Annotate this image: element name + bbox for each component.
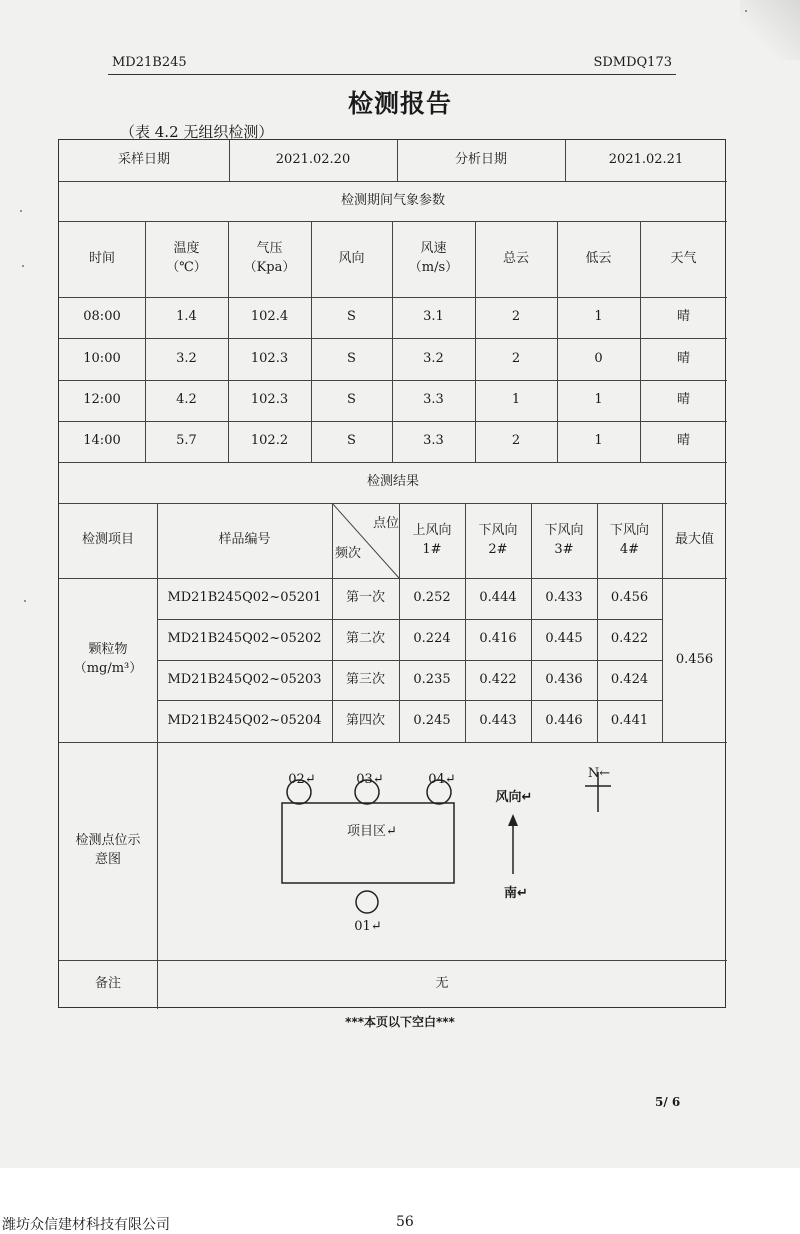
- north-label: N←: [587, 765, 611, 781]
- weather-section-title: 检测期间气象参数: [340, 192, 445, 208]
- weather-cell: 1: [594, 392, 603, 408]
- point-header: 下风向 2#: [478, 522, 518, 557]
- weather-header-cell: 时间: [88, 250, 115, 266]
- weather-cell: 晴: [676, 392, 690, 408]
- table-caption: （表 4.2 无组织检测）: [120, 123, 274, 141]
- weather-cell: 晴: [676, 350, 690, 366]
- weather-cell: 3.2: [176, 350, 197, 366]
- result-value: 0.245: [413, 712, 451, 728]
- south-label: 南↵: [504, 885, 528, 901]
- weather-cell: 14:00: [83, 433, 121, 449]
- point-header: 下风向 4#: [609, 522, 649, 557]
- frequency: 第四次: [345, 712, 385, 728]
- analysis-date-value: 2021.02.21: [608, 152, 684, 168]
- wind-arrow-head: [508, 814, 518, 826]
- result-value: 0.441: [610, 712, 649, 728]
- weather-cell: S: [347, 309, 356, 325]
- sample-id: MD21B245Q02~05201: [167, 590, 322, 606]
- weather-cell: 102.3: [250, 350, 289, 366]
- weather-cell: S: [347, 392, 356, 408]
- project-area-label: 项目区↵: [347, 823, 397, 839]
- report-code-left: MD21B245: [112, 55, 187, 70]
- weather-header-cell: 低云: [585, 250, 612, 266]
- weather-cell: 102.4: [250, 309, 289, 325]
- scan-speck: [22, 265, 24, 267]
- result-value: 0.436: [545, 671, 583, 687]
- weather-cell: 2: [511, 433, 521, 449]
- analysis-date-label: 分析日期: [454, 152, 507, 168]
- weather-cell: 4.2: [176, 392, 197, 408]
- blank-page-note: ***本页以下空白***: [345, 1015, 455, 1029]
- max-header: 最大值: [674, 532, 714, 548]
- point-label-01: 01↵: [354, 918, 382, 934]
- result-value: 0.422: [610, 631, 649, 647]
- page-number: 5/ 6: [655, 1095, 681, 1109]
- weather-header-cell: 温度 （℃）: [166, 241, 207, 275]
- weather-cell: S: [347, 433, 356, 449]
- sample-header: 样品编号: [218, 532, 271, 548]
- scan-speck: [24, 600, 26, 602]
- weather-header-cell: 总云: [502, 250, 529, 266]
- scan-speck: [20, 210, 22, 212]
- result-value: 0.443: [479, 712, 517, 728]
- point-circle-01: [356, 891, 378, 913]
- item-name: 颗粒物 （mg/m³）: [73, 642, 143, 676]
- weather-header-cell: 天气: [670, 250, 697, 266]
- point-label-03: 03↵: [356, 771, 384, 787]
- point-label-04: 04↵: [428, 771, 456, 787]
- weather-header-cell: 风速 （m/s）: [408, 241, 459, 275]
- result-value: 0.424: [610, 671, 649, 687]
- result-value: 0.444: [479, 590, 517, 606]
- point-label-02: 02↵: [288, 771, 316, 787]
- report-table: [58, 139, 726, 1008]
- weather-cell: 1: [511, 392, 521, 408]
- weather-cell: S: [347, 350, 356, 366]
- weather-cell: 3.1: [423, 309, 444, 325]
- wind-direction-label: 风向↵: [495, 789, 533, 805]
- results-section-title: 检测结果: [366, 474, 419, 490]
- header-rule: [108, 74, 676, 75]
- document-page-index: 56: [396, 1214, 414, 1230]
- remark-label: 备注: [94, 976, 121, 992]
- max-value: 0.456: [675, 651, 714, 667]
- sample-date-value: 2021.02.20: [275, 152, 351, 168]
- result-value: 0.445: [545, 631, 583, 647]
- weather-cell: 1: [594, 309, 603, 325]
- weather-cell: 102.2: [250, 433, 289, 449]
- sample-id: MD21B245Q02~05204: [167, 712, 322, 728]
- weather-cell: 0: [594, 350, 603, 366]
- weather-cell: 10:00: [83, 350, 121, 366]
- result-value: 0.416: [479, 631, 517, 647]
- frequency: 第二次: [345, 631, 385, 647]
- weather-cell: 1.4: [176, 309, 197, 325]
- frequency: 第一次: [345, 590, 385, 606]
- sample-date-label: 采样日期: [117, 152, 170, 168]
- weather-cell: 晴: [676, 433, 690, 449]
- weather-cell: 102.3: [250, 392, 289, 408]
- remark-value: 无: [435, 976, 449, 992]
- frequency: 第三次: [345, 671, 385, 687]
- result-value: 0.224: [413, 631, 451, 647]
- weather-cell: 08:00: [83, 309, 121, 325]
- result-value: 0.235: [413, 671, 451, 687]
- weather-header-cell: 风向: [338, 250, 365, 266]
- weather-cell: 3.3: [423, 392, 444, 408]
- report-title: 检测报告: [347, 89, 452, 118]
- weather-cell: 2: [511, 350, 521, 366]
- page-shadow: [740, 0, 800, 60]
- weather-cell: 3.3: [423, 433, 444, 449]
- weather-cell: 晴: [676, 309, 690, 325]
- diagram-label: 检测点位示 意图: [75, 833, 141, 867]
- point-header: 上风向 1#: [412, 522, 452, 557]
- result-value: 0.446: [545, 712, 583, 728]
- weather-cell: 2: [511, 309, 521, 325]
- result-value: 0.456: [610, 590, 649, 606]
- weather-cell: 3.2: [423, 350, 444, 366]
- project-area-box: [282, 803, 454, 883]
- company-name: 潍坊众信建材科技有限公司: [2, 1217, 170, 1233]
- report-code-right: SDMDQ173: [593, 55, 672, 70]
- weather-cell: 5.7: [176, 433, 197, 449]
- item-header: 检测项目: [81, 532, 134, 548]
- result-value: 0.252: [413, 590, 451, 606]
- diag-frequency-label: 频次: [335, 545, 362, 561]
- point-header: 下风向 3#: [544, 522, 584, 557]
- sample-id: MD21B245Q02~05203: [167, 671, 322, 687]
- sample-id: MD21B245Q02~05202: [167, 631, 322, 647]
- diag-point-label: 点位: [372, 515, 399, 531]
- result-value: 0.433: [545, 590, 583, 606]
- weather-cell: 12:00: [83, 392, 121, 408]
- weather-cell: 1: [594, 433, 603, 449]
- weather-header-cell: 气压 （Kpa）: [243, 241, 296, 275]
- result-value: 0.422: [479, 671, 517, 687]
- scan-speck: [745, 10, 747, 12]
